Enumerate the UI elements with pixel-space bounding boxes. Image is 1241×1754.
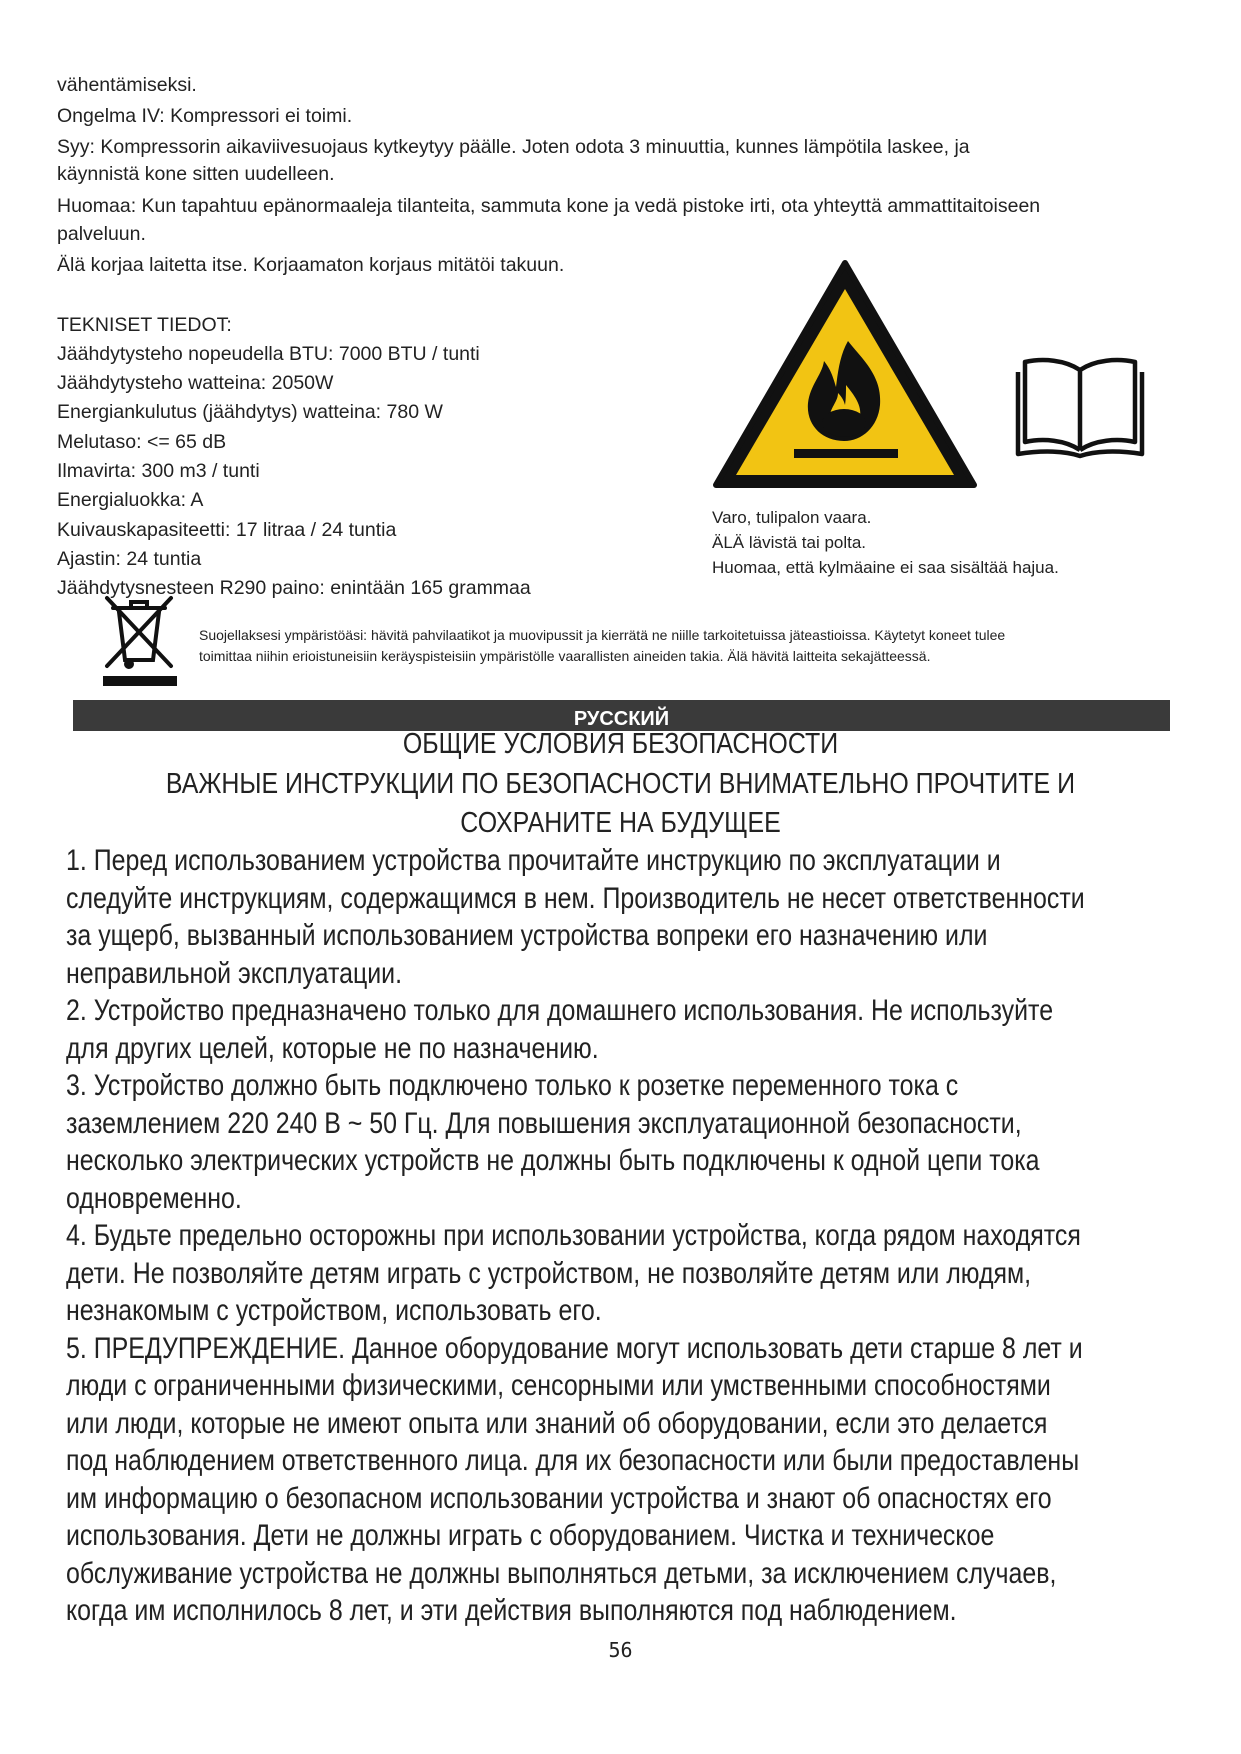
section-bar-label: РУССКИЙ — [573, 708, 670, 730]
russian-line: для других целей, которые не по назначению. — [66, 1032, 599, 1065]
russian-line: 1. Перед использованием устройства прочитайте инструкцию по эксплуатации и — [66, 844, 1001, 877]
russian-line: неправильной эксплуатации. — [66, 957, 403, 990]
finnish-line: Huomaa: Kun tapahtuu epänormaaleja tilanteita, sammuta kone ja vedä pistoke irti, ota yhteyttä ammattitaitoiseen — [57, 195, 1041, 217]
russian-line: использования. Дети не должны играть с оборудованием. Чистка и техническое — [66, 1519, 995, 1552]
warning-line: Huomaa, että kylmäaine ei saa sisältää hajua. — [712, 558, 1059, 577]
spec-line: Jäähdytysteho nopeudella BTU: 7000 BTU / tunti — [57, 343, 480, 365]
russian-line: 4. Будьте предельно осторожны при использовании устройства, когда рядом находятся — [66, 1219, 1081, 1252]
finnish-line: käynnistä kone sitten uudelleen. — [57, 163, 335, 185]
spec-line: Energialuokka: A — [57, 489, 204, 511]
russian-line: 5. ПРЕДУПРЕЖДЕНИЕ. Данное оборудование могут использовать дети старше 8 лет и — [66, 1332, 1083, 1365]
flammable-warning-icon — [710, 255, 980, 495]
finnish-line: Syy: Kompressorin aikaviivesuojaus kytkeytyy päälle. Joten odota 3 minuuttia, kunnes lämpötila laskee, ja — [57, 136, 970, 158]
crossed-bin-icon — [95, 590, 185, 690]
finnish-line: palveluun. — [57, 223, 146, 245]
spec-line: Kuivauskapasiteetti: 17 litraa / 24 tuntia — [57, 519, 397, 541]
russian-line: несколько электрических устройств не должны быть подключены к одной цепи тока — [66, 1144, 1040, 1177]
spec-line: Jäähdytysteho watteina: 2050W — [57, 372, 334, 394]
page-number: 56 — [608, 1638, 633, 1662]
russian-heading: ВАЖНЫЕ ИНСТРУКЦИИ ПО БЕЗОПАСНОСТИ ВНИМАТЕЛЬНО ПРОЧТИТЕ И — [165, 768, 1076, 800]
russian-heading: ОБЩИЕ УСЛОВИЯ БЕЗОПАСНОСТИ — [402, 728, 839, 760]
spec-line: Ilmavirta: 300 m3 / tunti — [57, 460, 260, 482]
warning-line: Varo, tulipalon vaara. — [712, 508, 872, 527]
finnish-line: Älä korjaa laitetta itse. Korjaamaton korjaus mitätöi takuun. — [57, 254, 565, 276]
finnish-line: Ongelma IV: Kompressori ei toimi. — [57, 105, 353, 127]
environment-line: Suojellaksesi ympäristöäsi: hävitä pahvilaatikot ja muovipussit ja kierrätä ne niille tarkoitetuissa jäteastioissa. Käytetyt koneet tulee — [199, 627, 1006, 643]
russian-line: 3. Устройство должно быть подключено только к розетке переменного тока с — [66, 1069, 959, 1102]
russian-line: обслуживание устройства не должны выполняться детьми, за исключением случаев, — [66, 1557, 1057, 1590]
open-manual-icon — [1015, 350, 1145, 460]
russian-line: дети. Не позволяйте детям играть с устройством, не позволяйте детям или людям, — [66, 1257, 1032, 1290]
specs-title: TEKNISET TIEDOT: — [57, 314, 232, 336]
spec-line: Ajastin: 24 tuntia — [57, 548, 202, 570]
russian-line: под наблюдением ответственного лица. для их безопасности или были предоставлены — [66, 1444, 1080, 1477]
finnish-line: vähentämiseksi. — [57, 74, 197, 96]
spec-line: Energiankulutus (jäähdytys) watteina: 780 W — [57, 401, 443, 423]
russian-line: заземлением 220 240 В ~ 50 Гц. Для повышения эксплуатационной безопасности, — [66, 1107, 1022, 1140]
russian-heading: СОХРАНИТЕ НА БУДУЩЕЕ — [460, 807, 781, 839]
russian-line: за ущерб, вызванный использованием устройства вопреки его назначению или — [66, 919, 988, 952]
russian-line: одновременно. — [66, 1182, 242, 1215]
russian-line: им информацию о безопасном использовании устройства и знают об опасностях его — [66, 1482, 1052, 1515]
russian-line: 2. Устройство предназначено только для домашнего использования. Не используйте — [66, 994, 1054, 1027]
russian-line: люди с ограниченными физическими, сенсорными или умственными способностями — [66, 1369, 1051, 1402]
russian-line: следуйте инструкциям, содержащимся в нем. Производитель не несет ответственности — [66, 882, 1085, 915]
russian-line: или люди, которые не имеют опыта или знаний об оборудовании, если это делается — [66, 1407, 1048, 1440]
russian-line: когда им исполнилось 8 лет, и эти действия выполняются под наблюдением. — [66, 1594, 957, 1627]
spec-line: Melutaso: <= 65 dB — [57, 431, 227, 453]
warning-line: ÄLÄ lävistä tai polta. — [712, 533, 867, 552]
russian-line: незнакомым с устройством, использовать его. — [66, 1294, 602, 1327]
spec-line: Jäähdytysnesteen R290 paino: enintään 165 grammaa — [57, 577, 531, 599]
environment-line: toimittaa niihin erioistuneisiin keräyspisteisiin ympäristölle vaarallisten aineiden takia. Älä hävitä laitteita sekajätteessä. — [199, 648, 931, 664]
